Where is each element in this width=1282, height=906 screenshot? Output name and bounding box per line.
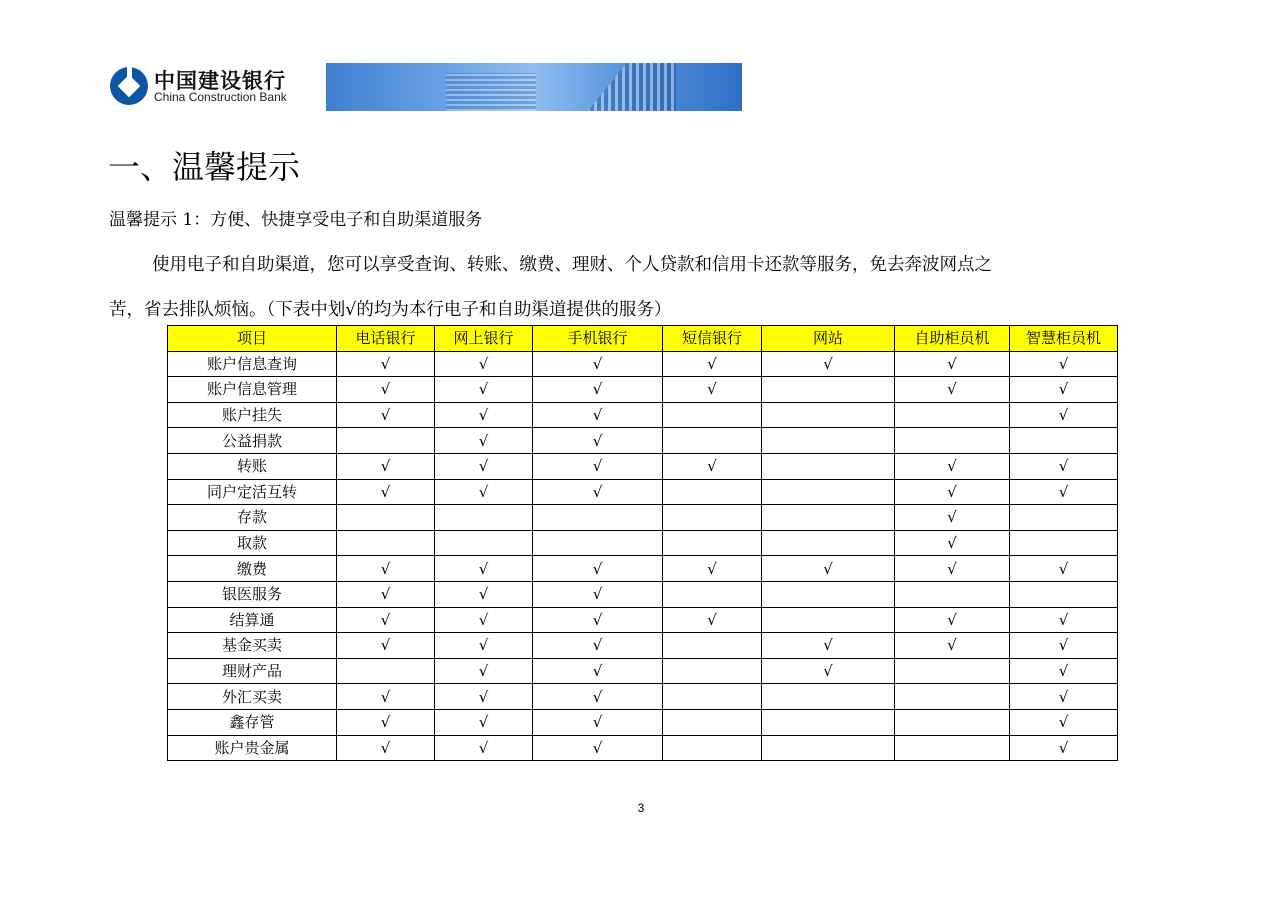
table-row bbox=[168, 530, 1118, 556]
availability-cell: √ bbox=[762, 633, 895, 659]
availability-cell: √ bbox=[1010, 735, 1118, 761]
availability-cell: √ bbox=[533, 479, 663, 505]
availability-cell: √ bbox=[435, 735, 533, 761]
availability-cell bbox=[1010, 428, 1118, 454]
availability-cell: √ bbox=[337, 402, 435, 428]
availability-cell: √ bbox=[435, 428, 533, 454]
availability-cell bbox=[895, 428, 1010, 454]
availability-cell bbox=[762, 709, 895, 735]
table-row bbox=[168, 658, 1118, 684]
service-name-cell: 缴费 bbox=[168, 556, 337, 582]
availability-cell bbox=[533, 505, 663, 531]
availability-cell bbox=[663, 735, 762, 761]
availability-cell: √ bbox=[337, 351, 435, 377]
table-row bbox=[168, 402, 1118, 428]
table-row bbox=[168, 735, 1118, 761]
availability-cell: √ bbox=[663, 377, 762, 403]
availability-cell: √ bbox=[533, 453, 663, 479]
availability-cell: √ bbox=[895, 505, 1010, 531]
availability-cell bbox=[663, 581, 762, 607]
service-name-cell: 银医服务 bbox=[168, 581, 337, 607]
availability-cell bbox=[337, 428, 435, 454]
availability-cell: √ bbox=[895, 633, 1010, 659]
availability-cell: √ bbox=[663, 453, 762, 479]
availability-cell: √ bbox=[533, 402, 663, 428]
header-cell: 短信银行 bbox=[663, 326, 762, 352]
availability-cell: √ bbox=[435, 684, 533, 710]
availability-cell bbox=[337, 658, 435, 684]
availability-cell bbox=[762, 505, 895, 531]
availability-cell bbox=[1010, 581, 1118, 607]
availability-cell: √ bbox=[435, 607, 533, 633]
table-row bbox=[168, 479, 1118, 505]
availability-cell: √ bbox=[337, 709, 435, 735]
table-row bbox=[168, 633, 1118, 659]
availability-cell: √ bbox=[1010, 658, 1118, 684]
availability-cell: √ bbox=[895, 479, 1010, 505]
availability-cell bbox=[533, 530, 663, 556]
availability-cell: √ bbox=[337, 377, 435, 403]
availability-cell bbox=[1010, 505, 1118, 531]
paragraph-line-1: 使用电子和自助渠道，您可以享受查询、转账、缴费、理财、个人贷款和信用卡还款等服务，免去奔波网点之 bbox=[152, 255, 992, 275]
availability-cell bbox=[762, 377, 895, 403]
table-row bbox=[168, 581, 1118, 607]
table-row bbox=[168, 709, 1118, 735]
service-name-cell: 转账 bbox=[168, 453, 337, 479]
banner-building-image bbox=[326, 63, 742, 111]
availability-cell bbox=[762, 607, 895, 633]
header-cell: 网站 bbox=[762, 326, 895, 352]
availability-cell: √ bbox=[533, 556, 663, 582]
availability-cell: √ bbox=[435, 581, 533, 607]
service-name-cell: 鑫存管 bbox=[168, 709, 337, 735]
service-name-cell: 存款 bbox=[168, 505, 337, 531]
availability-cell: √ bbox=[895, 530, 1010, 556]
availability-cell bbox=[663, 479, 762, 505]
availability-cell: √ bbox=[762, 351, 895, 377]
availability-cell: √ bbox=[533, 633, 663, 659]
tip-subheading: 温馨提示 1：方便、快捷享受电子和自助渠道服务 bbox=[109, 210, 483, 230]
availability-cell: √ bbox=[435, 633, 533, 659]
service-name-cell: 账户信息管理 bbox=[168, 377, 337, 403]
paragraph-line-2: 苦，省去排队烦恼。（下表中划√的均为本行电子和自助渠道提供的服务） bbox=[109, 300, 672, 320]
availability-cell: √ bbox=[533, 581, 663, 607]
service-name-cell: 结算通 bbox=[168, 607, 337, 633]
availability-cell: √ bbox=[435, 402, 533, 428]
availability-cell bbox=[895, 709, 1010, 735]
availability-cell: √ bbox=[337, 581, 435, 607]
availability-cell bbox=[337, 530, 435, 556]
availability-cell: √ bbox=[1010, 402, 1118, 428]
bank-logo bbox=[108, 63, 326, 111]
availability-cell: √ bbox=[533, 377, 663, 403]
availability-cell: √ bbox=[1010, 607, 1118, 633]
availability-cell: √ bbox=[1010, 351, 1118, 377]
availability-cell bbox=[435, 505, 533, 531]
service-name-cell: 账户信息查询 bbox=[168, 351, 337, 377]
availability-cell: √ bbox=[337, 607, 435, 633]
service-name-cell: 同户定活互转 bbox=[168, 479, 337, 505]
header-cell: 网上银行 bbox=[435, 326, 533, 352]
availability-cell bbox=[435, 530, 533, 556]
section-heading: 一、温馨提示 bbox=[108, 148, 301, 186]
availability-cell bbox=[337, 505, 435, 531]
availability-cell bbox=[663, 633, 762, 659]
header-banner bbox=[108, 63, 742, 111]
availability-cell bbox=[663, 530, 762, 556]
availability-cell: √ bbox=[337, 684, 435, 710]
table-row bbox=[168, 556, 1118, 582]
availability-cell: √ bbox=[1010, 633, 1118, 659]
header-cell: 自助柜员机 bbox=[895, 326, 1010, 352]
table-row bbox=[168, 607, 1118, 633]
availability-cell: √ bbox=[895, 351, 1010, 377]
availability-cell: √ bbox=[1010, 453, 1118, 479]
availability-cell: √ bbox=[1010, 709, 1118, 735]
availability-cell: √ bbox=[435, 377, 533, 403]
availability-cell: √ bbox=[663, 556, 762, 582]
availability-cell: √ bbox=[762, 658, 895, 684]
availability-cell bbox=[895, 658, 1010, 684]
service-name-cell: 取款 bbox=[168, 530, 337, 556]
availability-cell bbox=[762, 530, 895, 556]
availability-cell bbox=[1010, 530, 1118, 556]
service-name-cell: 理财产品 bbox=[168, 658, 337, 684]
availability-cell: √ bbox=[533, 684, 663, 710]
availability-cell bbox=[663, 505, 762, 531]
table-row bbox=[168, 453, 1118, 479]
availability-cell: √ bbox=[435, 453, 533, 479]
availability-cell bbox=[762, 684, 895, 710]
availability-cell bbox=[895, 684, 1010, 710]
availability-cell: √ bbox=[337, 556, 435, 582]
availability-cell: √ bbox=[895, 556, 1010, 582]
availability-cell: √ bbox=[1010, 556, 1118, 582]
availability-cell: √ bbox=[435, 658, 533, 684]
availability-cell bbox=[663, 658, 762, 684]
header-cell: 项目 bbox=[168, 326, 337, 352]
availability-cell: √ bbox=[337, 479, 435, 505]
availability-cell: √ bbox=[895, 607, 1010, 633]
table-body bbox=[168, 351, 1118, 761]
availability-cell: √ bbox=[663, 607, 762, 633]
header-cell: 电话银行 bbox=[337, 326, 435, 352]
header-cell: 智慧柜员机 bbox=[1010, 326, 1118, 352]
availability-cell: √ bbox=[533, 428, 663, 454]
availability-cell bbox=[762, 581, 895, 607]
availability-cell: √ bbox=[435, 556, 533, 582]
availability-cell bbox=[895, 402, 1010, 428]
availability-cell bbox=[762, 735, 895, 761]
availability-cell bbox=[663, 709, 762, 735]
availability-cell: √ bbox=[337, 633, 435, 659]
table-row bbox=[168, 428, 1118, 454]
availability-cell: √ bbox=[533, 709, 663, 735]
availability-cell: √ bbox=[337, 735, 435, 761]
availability-cell bbox=[663, 428, 762, 454]
table-header-row bbox=[168, 326, 1118, 352]
availability-cell bbox=[762, 402, 895, 428]
availability-cell: √ bbox=[435, 351, 533, 377]
table-row bbox=[168, 351, 1118, 377]
availability-cell bbox=[895, 735, 1010, 761]
availability-cell bbox=[762, 428, 895, 454]
availability-cell bbox=[895, 581, 1010, 607]
table-row bbox=[168, 684, 1118, 710]
service-name-cell: 账户挂失 bbox=[168, 402, 337, 428]
header-cell: 手机银行 bbox=[533, 326, 663, 352]
service-name-cell: 账户贵金属 bbox=[168, 735, 337, 761]
availability-cell bbox=[762, 453, 895, 479]
availability-cell bbox=[663, 684, 762, 710]
availability-cell: √ bbox=[762, 556, 895, 582]
availability-cell: √ bbox=[1010, 684, 1118, 710]
service-name-cell: 公益捐款 bbox=[168, 428, 337, 454]
availability-cell: √ bbox=[435, 709, 533, 735]
availability-cell bbox=[762, 479, 895, 505]
availability-cell: √ bbox=[337, 453, 435, 479]
availability-cell: √ bbox=[533, 351, 663, 377]
availability-cell: √ bbox=[1010, 377, 1118, 403]
table-row bbox=[168, 505, 1118, 531]
table-row bbox=[168, 377, 1118, 403]
availability-cell: √ bbox=[533, 735, 663, 761]
service-name-cell: 基金买卖 bbox=[168, 633, 337, 659]
availability-cell: √ bbox=[1010, 479, 1118, 505]
page-number: 3 bbox=[637, 801, 645, 815]
availability-cell: √ bbox=[895, 377, 1010, 403]
availability-cell bbox=[663, 402, 762, 428]
ccb-logo-icon bbox=[110, 67, 148, 105]
service-name-cell: 外汇买卖 bbox=[168, 684, 337, 710]
availability-cell: √ bbox=[435, 479, 533, 505]
availability-cell: √ bbox=[663, 351, 762, 377]
bank-name-en: China Construction Bank bbox=[154, 90, 287, 104]
service-channel-table bbox=[167, 325, 1118, 761]
availability-cell: √ bbox=[895, 453, 1010, 479]
availability-cell: √ bbox=[533, 607, 663, 633]
availability-cell: √ bbox=[533, 658, 663, 684]
bank-name-cn: 中国建设银行 bbox=[154, 69, 286, 93]
